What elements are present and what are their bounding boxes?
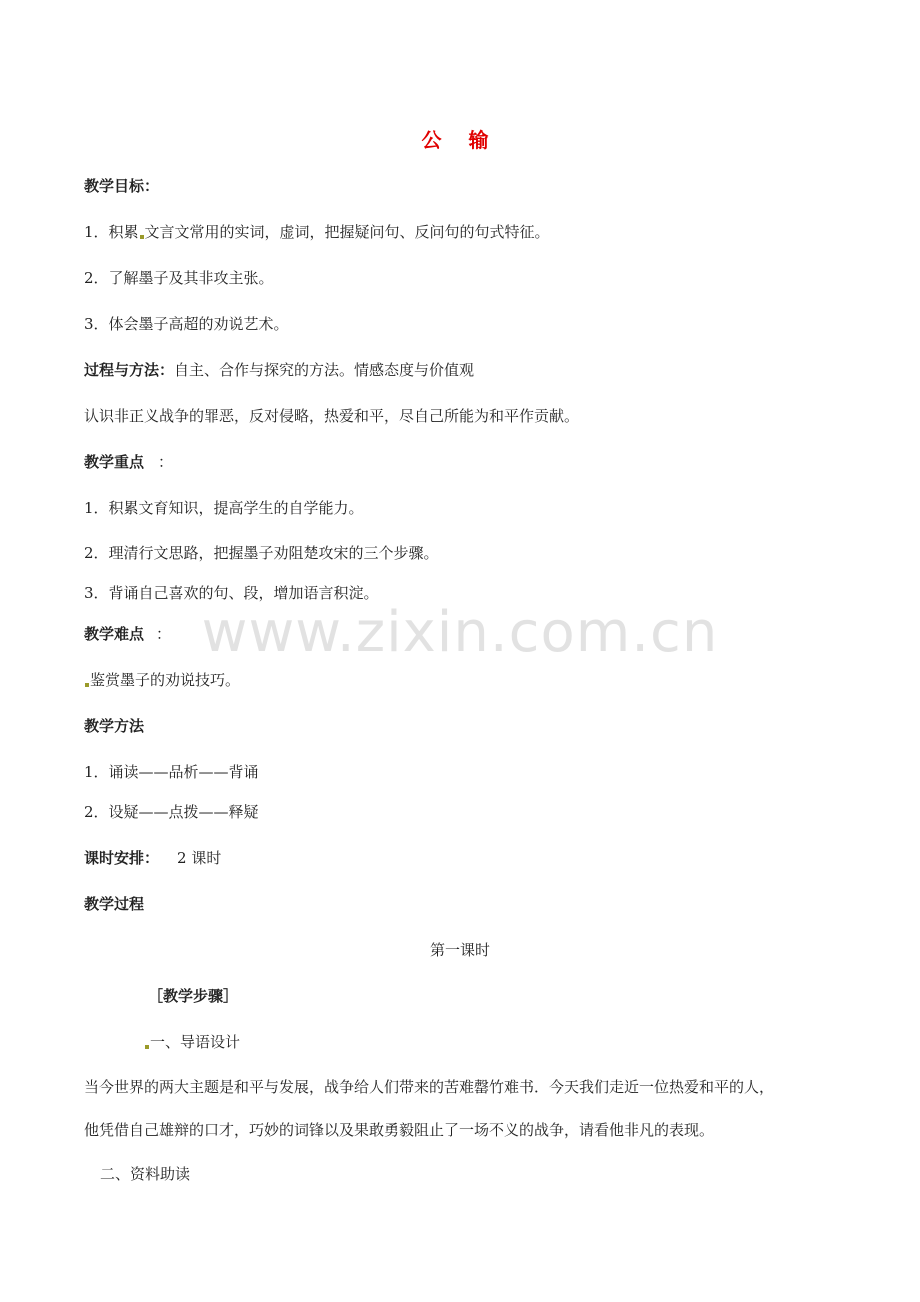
key-points-colon: ： (158, 453, 174, 471)
difficulty-text-line (84, 670, 240, 690)
process-method-line (84, 360, 474, 380)
process-method-label: 过程与方法： (84, 361, 175, 379)
lesson-title: 第一课时 (429, 941, 490, 959)
step1-line (144, 1032, 240, 1052)
steps-heading: ［教学步骤］ (148, 987, 239, 1005)
methods-heading: 教学方法 (84, 717, 145, 735)
mark-dot-icon (85, 683, 89, 687)
key-points-heading: 教学重点 (84, 453, 145, 471)
process-method-text: 自主、合作与探究的方法。情感态度与价值观 (174, 361, 475, 379)
schedule-line (84, 848, 221, 868)
attitude-text: 认识非正义战争的罪恶，反对侵略，热爱和平，尽自己所能为和平作贡献。 (84, 407, 580, 425)
goal-item-1-prefix: 1．积累 (84, 223, 139, 241)
watermark: www.zixin.com.cn (201, 600, 719, 665)
key-point-2: 2．理清行文思路，把握墨子劝阻楚攻宋的三个步骤。 (84, 544, 439, 562)
schedule-label: 课时安排： (84, 849, 160, 867)
difficulty-heading-line (84, 624, 171, 644)
goal-item-3: 3．体会墨子高超的劝说艺术。 (84, 315, 289, 333)
intro-line-1: 当今世界的两大主题是和平与发展，战争给人们带来的苦难罄竹难书．今天我们走近一位热爱和平的人， (84, 1078, 775, 1096)
method-1: 1．诵读——品析——背诵 (84, 763, 259, 781)
difficulty-text: 鉴赏墨子的劝说技巧。 (90, 671, 241, 689)
intro-line-2: 他凭借自己雄辩的口才，巧妙的词锋以及果敢勇毅阻止了一场不义的战争，请看他非凡的表现。 (84, 1121, 715, 1139)
mark-dot-icon (145, 1045, 149, 1049)
method-2: 2．设疑——点拨——释疑 (84, 803, 259, 821)
goal-item-2: 2．了解墨子及其非攻主张。 (84, 269, 274, 287)
goals-heading: 教学目标： (84, 177, 160, 195)
process-heading: 教学过程 (84, 895, 145, 913)
key-points-heading-line (84, 452, 173, 472)
goal-item-1 (84, 222, 550, 242)
difficulty-heading: 教学难点 (84, 625, 145, 643)
step1-heading: 一、导语设计 (150, 1033, 241, 1051)
difficulty-colon: ： (156, 625, 172, 643)
key-point-1: 1．积累文育知识，提高学生的自学能力。 (84, 499, 364, 517)
mark-dot-icon (140, 235, 144, 239)
step2-heading: 二、资料助读 (100, 1165, 191, 1183)
goal-item-1-text: 文言文常用的实词，虚词，把握疑问句、反问句的句式特征。 (144, 223, 550, 241)
schedule-value: 2 课时 (177, 849, 222, 867)
document-title: 公 输 (421, 128, 499, 152)
key-point-3: 3．背诵自己喜欢的句、段，增加语言积淀。 (84, 584, 379, 602)
